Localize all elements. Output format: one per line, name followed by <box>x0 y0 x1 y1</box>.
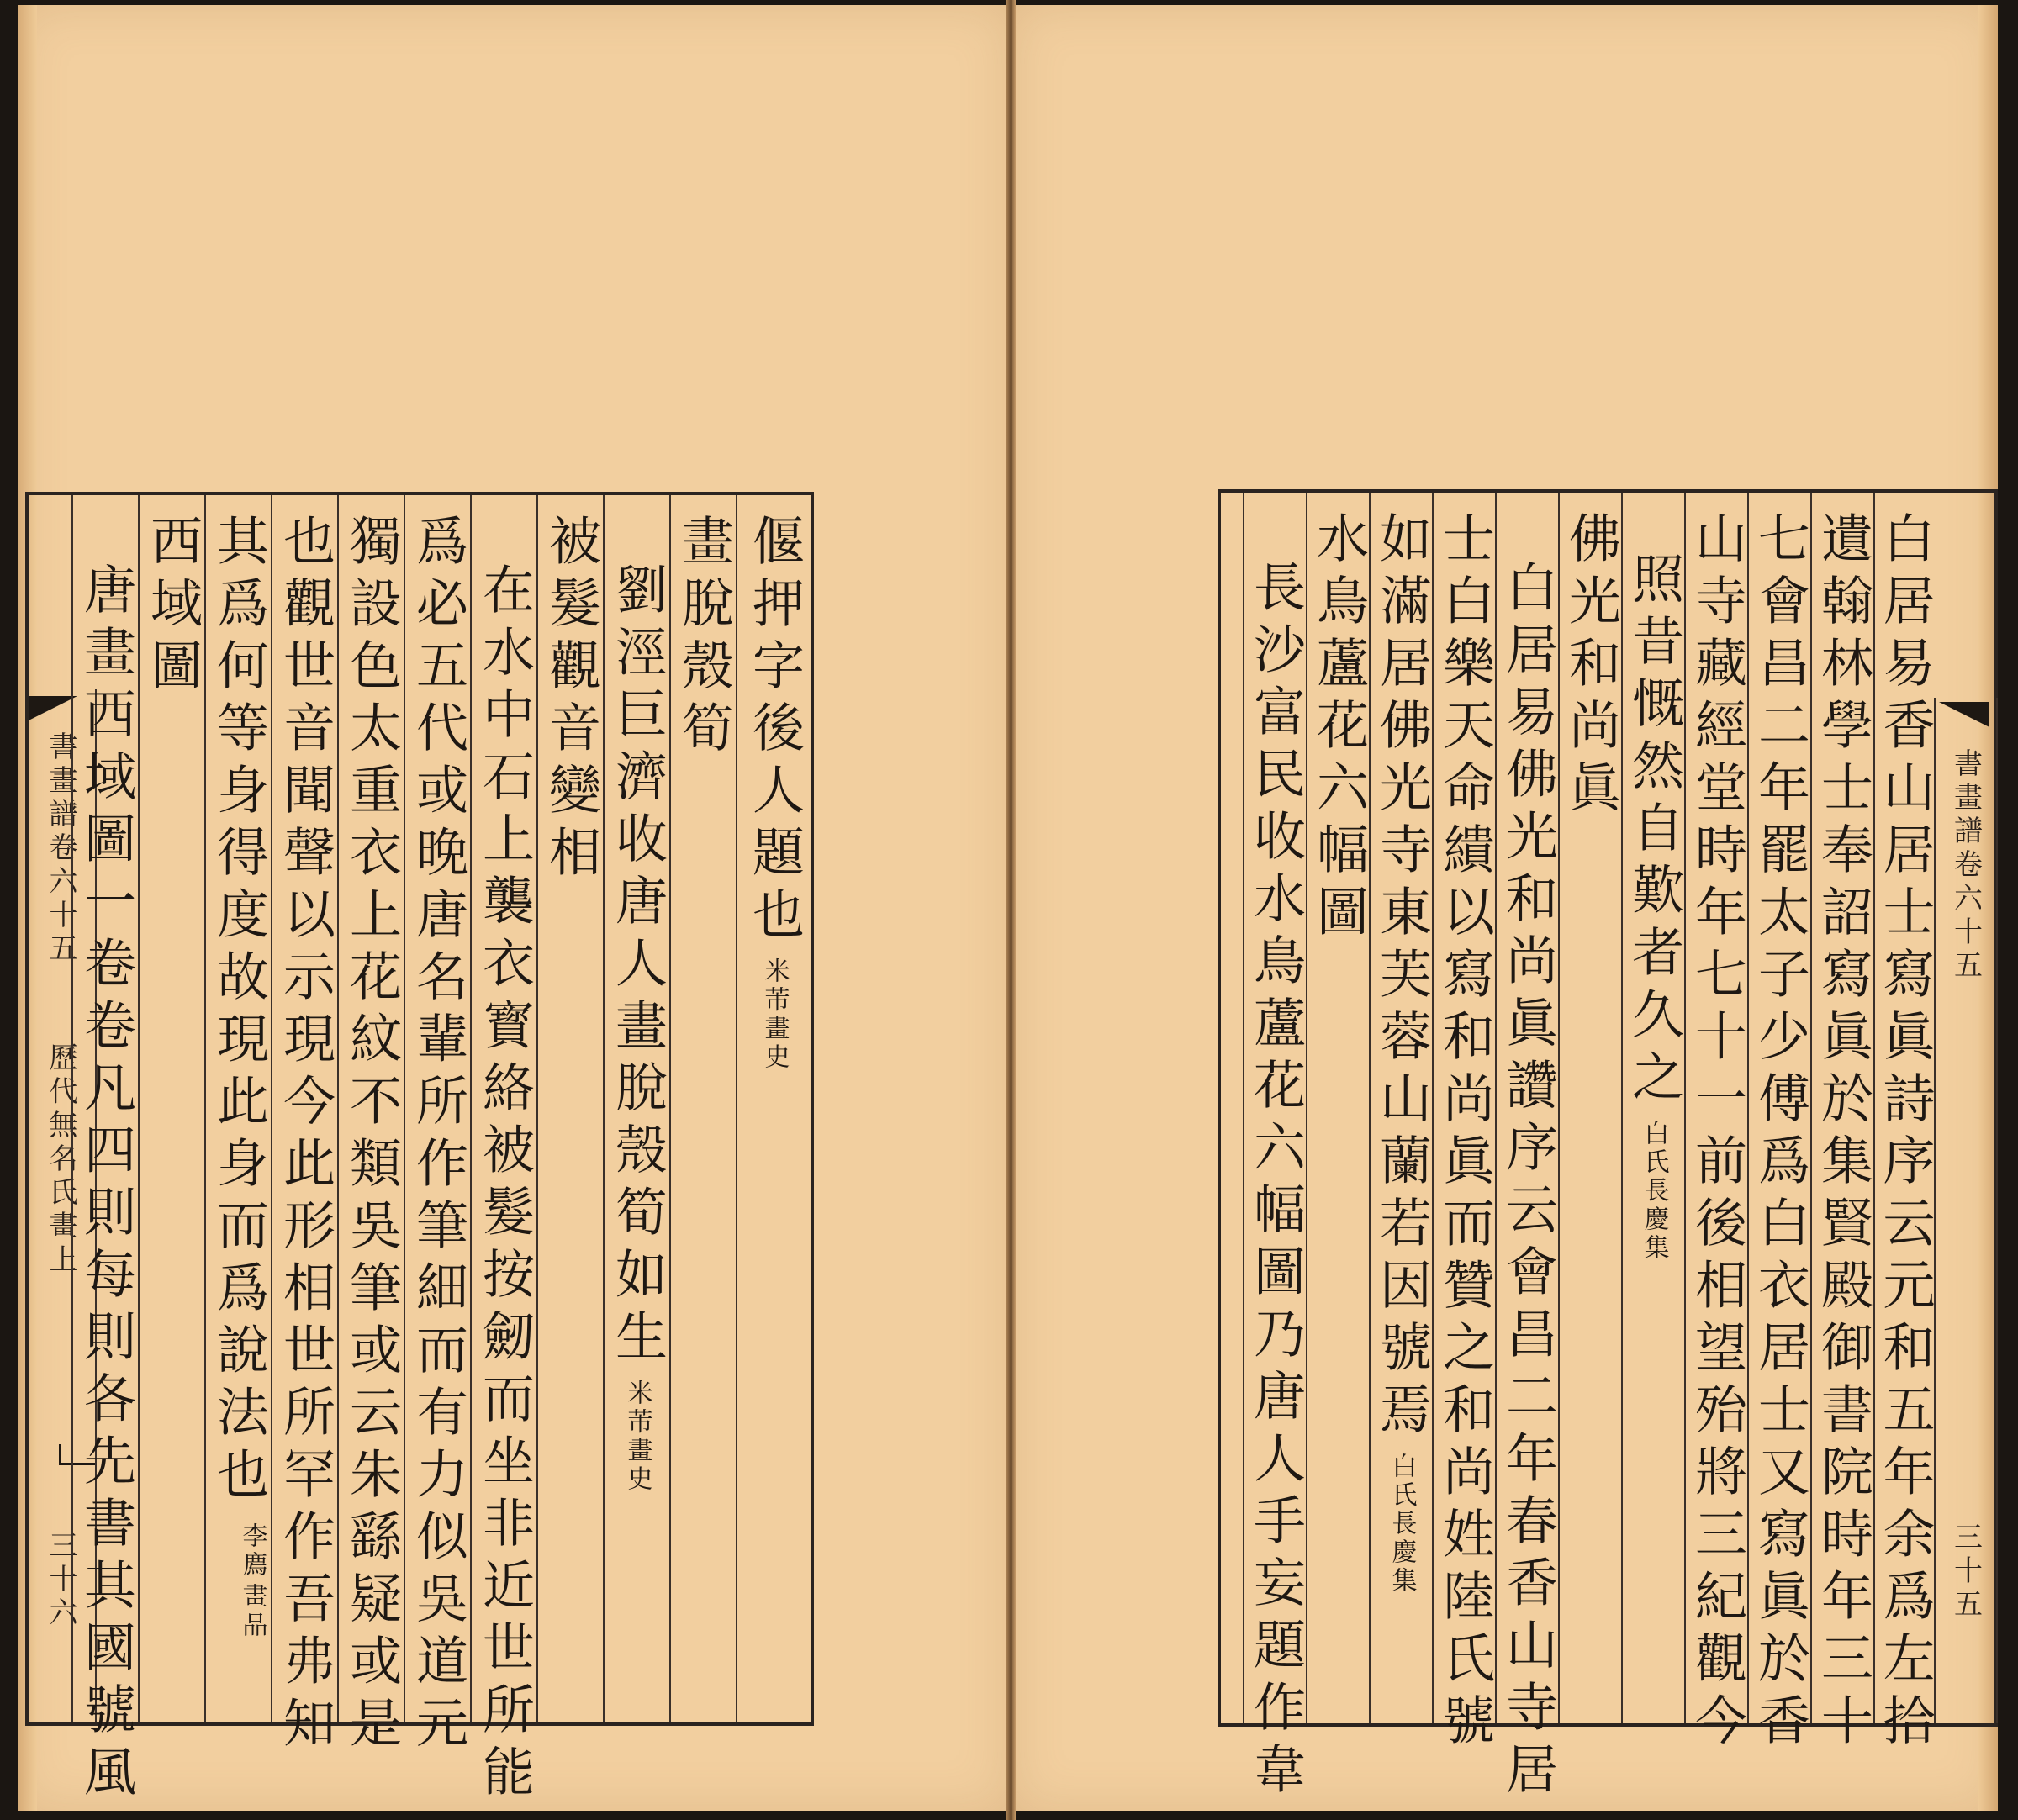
column-text: 照昔慨然自歎者久之 <box>1623 551 1685 1111</box>
left-spine-folio: 三十六 <box>44 1530 77 1631</box>
column-text: 如滿居佛光寺東芙蓉山蘭若因號焉 <box>1371 511 1433 1444</box>
column-text: 山寺藏經堂時年七十一前後相望殆將三紀觀今 <box>1686 511 1748 1755</box>
right-fishtail-mark <box>1939 702 1989 727</box>
section-heading: 水鳥蘆花六幅圖 <box>1307 511 1370 947</box>
text-column <box>337 495 404 1758</box>
text-column <box>1810 493 1874 1755</box>
column-text: 遺翰林學士奉詔寫眞於集賢殿御書院時年三十 <box>1812 511 1874 1755</box>
source-note-title: 畫品 <box>237 1583 267 1640</box>
right-spine <box>1934 698 1998 1723</box>
text-column <box>470 495 536 1807</box>
source-note-author: 李廌 <box>237 1522 267 1580</box>
section-heading: 畫脫殼筍 <box>673 514 735 762</box>
text-column <box>736 495 811 1722</box>
column-text: 偃押字後人題也 <box>743 514 806 949</box>
column-text: 也觀世音聞聲以示現今此形相世所罕作吾弗知 <box>274 514 336 1758</box>
column-text: 唐畫西域圖一卷卷凡四則每則各先書其國號風 <box>75 562 137 1807</box>
column-text: 爲必五代或晚唐名輩所作筆細而有力似吳道元 <box>407 514 469 1758</box>
column-text: 其爲何等身得度故現此身而爲說法也 <box>208 514 270 1509</box>
right-spine-folio: 三十五 <box>1948 1522 1983 1622</box>
text-column <box>271 495 337 1758</box>
column-text: 劉涇巨濟收唐人畫脫殼筍如生 <box>606 562 668 1371</box>
source-note: 白氏長慶集 <box>1387 1453 1417 1596</box>
left-spine-section: 歷代無名氏畫上 <box>44 1042 77 1278</box>
source-note: 米芾畫史 <box>622 1380 652 1494</box>
text-column <box>536 495 603 1722</box>
column-text: 白居易佛光和尚眞讚序云會昌二年春香山寺居 <box>1497 560 1559 1804</box>
text-column <box>1495 493 1559 1804</box>
text-column <box>1243 493 1307 1804</box>
text-column <box>1432 493 1496 1755</box>
text-column <box>1369 493 1432 1723</box>
source-note: 白氏長慶集 <box>1639 1120 1669 1263</box>
column-text: 七會昌二年罷太子少傅爲白衣居士又寫眞於香 <box>1749 511 1811 1755</box>
right-text-frame <box>1218 489 1998 1804</box>
column-text: 白居易香山居士寫眞詩序云元和五年余爲左拾 <box>1874 511 1936 1755</box>
text-column <box>404 495 470 1758</box>
section-heading: 西域圖 <box>141 514 203 700</box>
column-text: 在水中石上襲衣寳絡被髮按劒而坐非近世所能 <box>473 562 536 1807</box>
text-column <box>71 495 138 1807</box>
column-text: 長沙富民收水鳥蘆花六幅圖乃唐人手妄題作韋 <box>1244 560 1307 1804</box>
source-note: 米芾畫史 <box>759 957 790 1072</box>
book-gutter <box>1006 0 1016 1820</box>
column-text: 獨設色太重衣上花紋不類吳筆或云朱繇疑或是 <box>341 514 403 1758</box>
text-column <box>1873 493 1936 1755</box>
section-heading: 佛光和尚眞 <box>1560 511 1622 822</box>
text-column <box>138 495 204 1722</box>
left-spine-title: 書畫譜卷六十五 <box>44 731 77 967</box>
section-heading: 被髮觀音變相 <box>540 514 602 887</box>
text-column <box>669 495 736 1722</box>
column-text: 士白樂天命繢以寫和尚眞而贊之和尚姓陸氏號 <box>1434 511 1496 1755</box>
left-text-frame <box>25 492 814 1807</box>
text-column <box>1306 493 1369 1723</box>
text-column <box>1684 493 1748 1755</box>
text-column <box>603 495 669 1722</box>
text-column <box>1747 493 1811 1755</box>
right-spine-title: 書畫譜卷六十五 <box>1948 748 1983 984</box>
text-column <box>1621 493 1684 1723</box>
text-column <box>204 495 271 1722</box>
text-column <box>1558 493 1621 1723</box>
